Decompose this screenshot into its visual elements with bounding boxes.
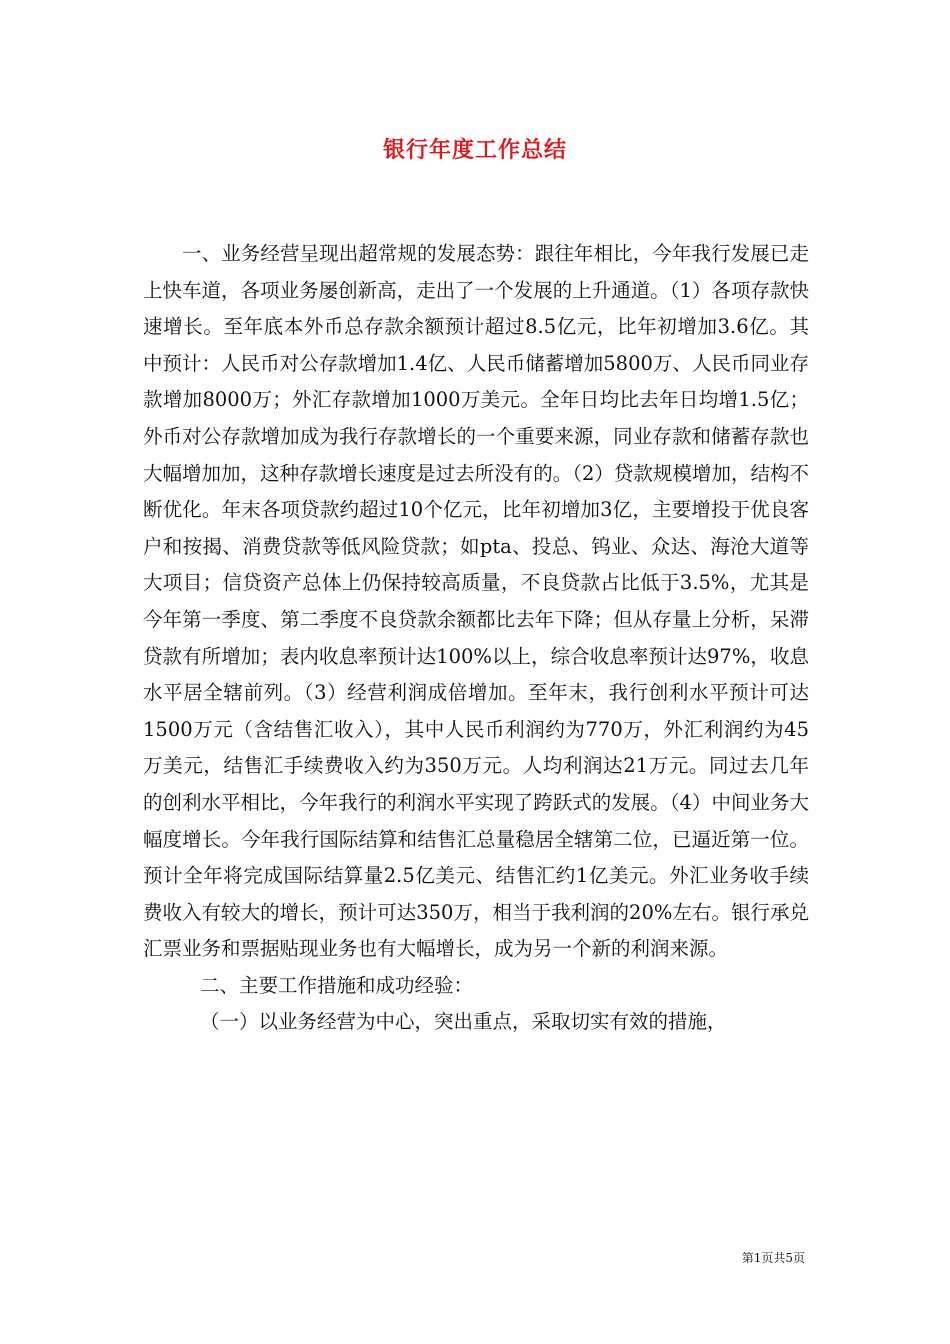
paragraph-section-two-heading: 二、主要工作措施和成功经验： bbox=[200, 973, 474, 997]
paragraph-subsection-one: （一）以业务经营为中心，突出重点，采取切实有效的措施， bbox=[200, 1010, 727, 1034]
page-number-footer: 第1页共5页 bbox=[741, 1251, 805, 1265]
page-title: 银行年度工作总结 bbox=[382, 137, 567, 163]
document-body bbox=[143, 236, 809, 1041]
paragraph-business-performance: 一、业务经营呈现出超常规的发展态势：跟往年相比，今年我行发展已走上快车道，各项业务屡创新高，走出了一个发展的上升通道。（1）各项存款快速增长。至年底本外币总存款余额预计超过8.5亿元，比年初增加3.6亿。其中预计：人民币对公存款增加1.4亿、人民币储蓄增加5800万、人民币同业存款增加8000万；外汇存款增加1000万美元。全年日均比去年日均增1.5亿；外币对公存款增加成为我行存款增长的一个重要来源，同业存款和储蓄存款也大幅增加加，这种存款增长速度是过去所没有的。（2）贷款规模增加，结构不断优化。年末各项贷款约超过10个亿元，比年初增加3亿，主要增投于优良客户和按揭、消费贷款等低风险贷款；如pta、投总、钨业、众达、海沧大道等大项目；信贷资产总体上仍保持较高质量，不良贷款占比低于3.5%，尤其是今年第一季度、第二季度不良贷款余额都比去年下降；但从存量上分析，呆滞贷款有所增加；表内收息率预计达100%以上，综合收息率预计达97%，收息水平居全辖前列。（3）经营利润成倍增加。至年末，我行创利水平预计可达1500万元（含结售汇收入），其中人民币利润约为770万，外汇利润约为45万美元，结售汇手续费收入约为350万元。人均利润达21万元。同过去几年的创利水平相比，今年我行的利润水平实现了跨跃式的发展。（4）中间业务大幅度增长。今年我行国际结算和结售汇总量稳居全辖第二位，已逼近第一位。预计全年将完成国际结算量2.5亿美元、结售汇约1亿美元。外汇业务收手续费收入有较大的增长，预计可达350万，相当于我利润的20%左右。银行承兑汇票业务和票据贴现业务也有大幅增长，成为另一个新的利润来源。 bbox=[143, 242, 809, 961]
